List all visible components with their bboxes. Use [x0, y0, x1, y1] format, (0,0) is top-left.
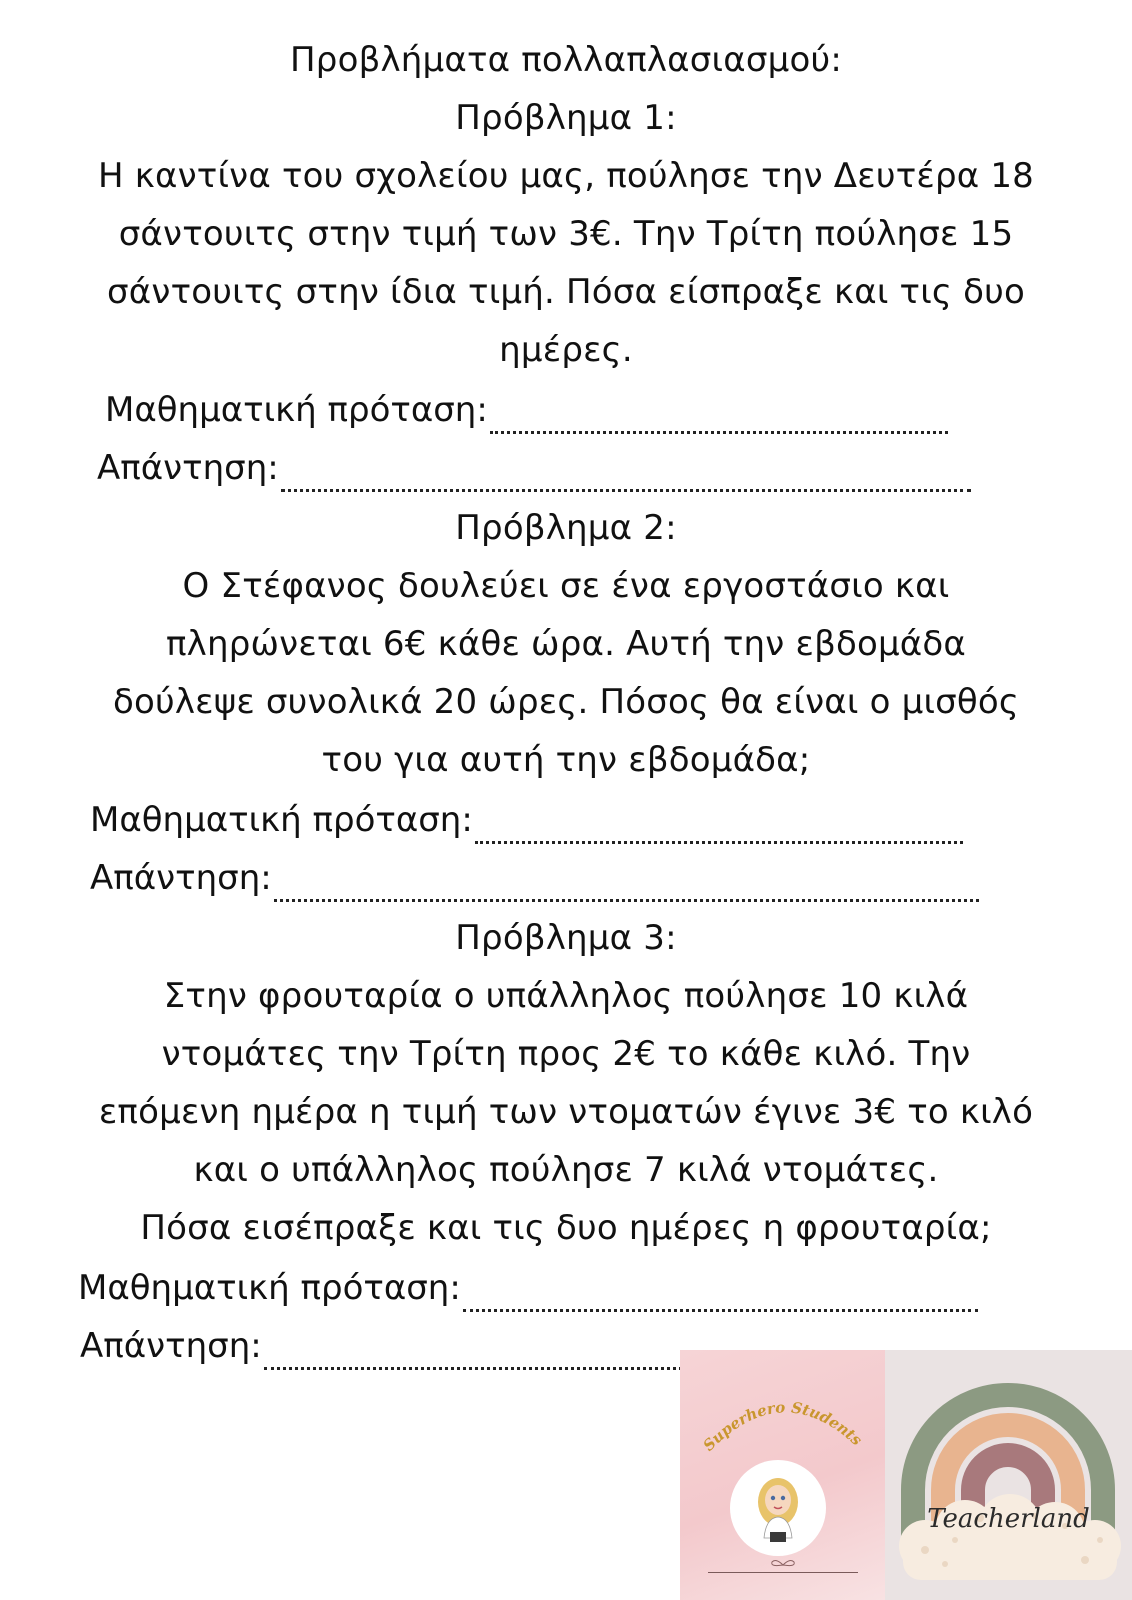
problem-1-sentence-label: Μαθηματική πρόταση: [105, 390, 488, 430]
problem-2-answer-prompt [90, 854, 979, 902]
problem-2-line-1: Ο Στέφανος δουλεύει σε ένα εργοστάσιο και [182, 566, 950, 606]
superhero-students-arc-text [680, 1350, 885, 1470]
problem-1-line-3: σάντουιτς στην ίδια τιμή. Πόσα είσπραξε και τις δυο [107, 272, 1025, 312]
problem-3-line-2: ντομάτες την Τρίτη προς 2€ το κάθε κιλό. Την [161, 1034, 971, 1074]
teacherland-logo [885, 1350, 1132, 1600]
avatar-circle [730, 1460, 826, 1556]
svg-text:Superhero Students [700, 1398, 866, 1454]
problem-3-line-5: Πόσα εισέπραξε και τις δυο ημέρες η φρουταρία; [140, 1208, 992, 1248]
rainbow-icon [885, 1350, 1132, 1600]
problem-1-heading: Πρόβλημα 1: [455, 98, 677, 138]
problem-1-line-4: ημέρες. [499, 330, 633, 370]
problem-2-answer-label: Απάντηση: [90, 858, 272, 898]
problem-1-sentence-blank[interactable] [490, 397, 948, 434]
problem-2-line-2: πληρώνεται 6€ κάθε ώρα. Αυτή την εβδομάδα [165, 624, 967, 664]
teacherland-logo-text: Teacherland [927, 1504, 1090, 1534]
problem-1-sentence-prompt [105, 386, 948, 434]
problem-2-sentence-prompt [90, 796, 963, 844]
problem-2-line-3: δούλεψε συνολικά 20 ώρες. Πόσος θα είναι ο μισθός [112, 682, 1020, 722]
superhero-students-logo [680, 1350, 885, 1600]
problem-3-line-1: Στην φρουταρία ο υπάλληλος πούλησε 10 κιλά [163, 976, 969, 1016]
problem-3-sentence-blank[interactable] [463, 1275, 978, 1312]
problem-2-sentence-blank[interactable] [475, 807, 963, 844]
superhero-students-logo-text: Superhero Students [699, 1398, 866, 1455]
problem-1-answer-prompt [97, 444, 971, 492]
cartoon-teacher-icon [730, 1460, 826, 1556]
problem-1-answer-blank[interactable] [281, 455, 971, 492]
problem-3-line-3: επόμενη ημέρα η τιμή των ντοματών έγινε 3€ το κιλό [98, 1092, 1034, 1132]
problem-3-heading: Πρόβλημα 3: [455, 918, 677, 958]
problem-2-heading: Πρόβλημα 2: [455, 508, 677, 548]
problem-1-line-2: σάντουιτς στην τιμή των 3€. Την Τρίτη πούλησε 15 [118, 214, 1014, 254]
problem-3-sentence-label: Μαθηματική πρόταση: [78, 1268, 461, 1308]
problem-3-line-4: και ο υπάλληλος πούλησε 7 κιλά ντομάτες. [193, 1150, 939, 1190]
problem-3-sentence-prompt [78, 1264, 978, 1312]
problem-1-line-1: Η καντίνα του σχολείου μας, πούλησε την Δευτέρα 18 [97, 156, 1035, 196]
problem-2-answer-blank[interactable] [274, 865, 979, 902]
problem-2-line-4: του για αυτή την εβδομάδα; [321, 740, 811, 780]
worksheet-title: Προβλήματα πολλαπλασιασμού: [290, 40, 842, 80]
butterfly-icon [768, 1558, 798, 1572]
problem-3-answer-label: Απάντηση: [80, 1326, 262, 1366]
problem-2-sentence-label: Μαθηματική πρόταση: [90, 800, 473, 840]
problem-1-answer-label: Απάντηση: [97, 448, 279, 488]
divider-line [708, 1572, 858, 1573]
